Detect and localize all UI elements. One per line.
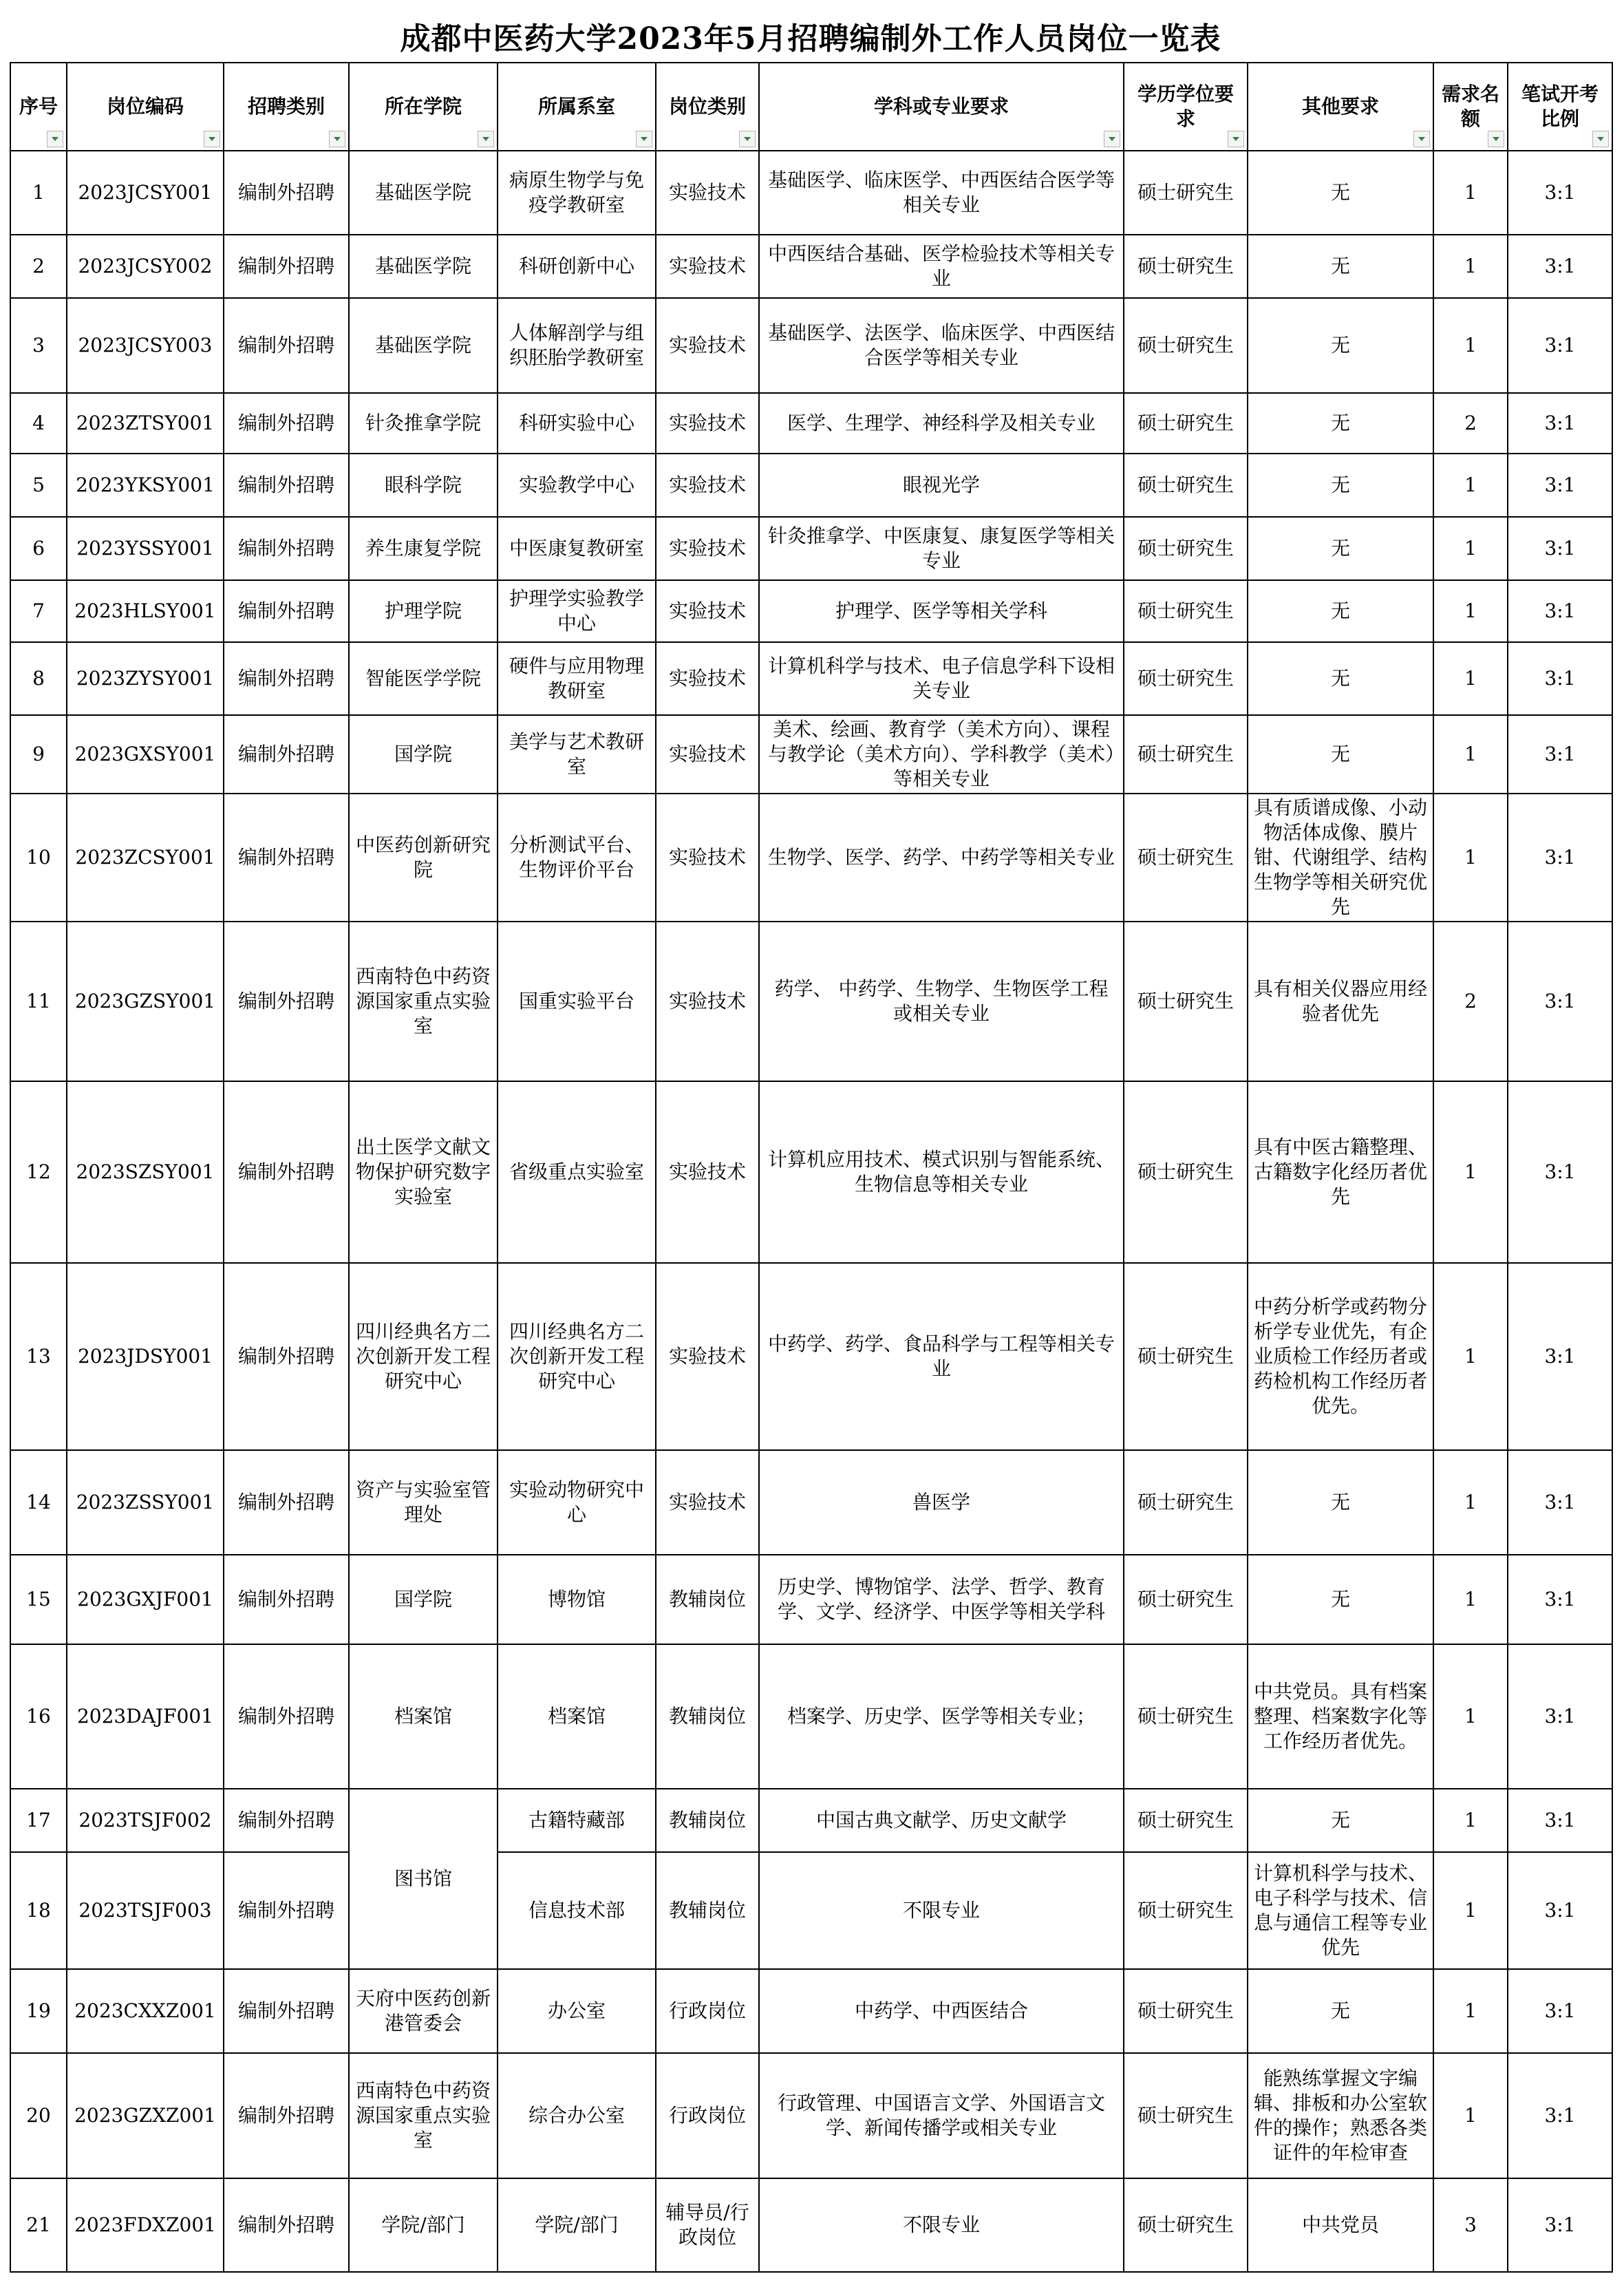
cell-ratio: 3:1	[1508, 1555, 1612, 1644]
cell-college: 眼科学院	[349, 454, 498, 517]
cell-dept: 病原生物学与免疫学教研室	[498, 151, 656, 235]
header-label: 其他要求	[1301, 95, 1379, 118]
cell-other: 中共党员	[1248, 2178, 1433, 2272]
cell-no: 12	[10, 1081, 67, 1263]
cell-category: 实验技术	[656, 1081, 759, 1263]
cell-college: 出土医学文献文物保护研究数字实验室	[349, 1081, 498, 1263]
header-label: 学科或专业要求	[873, 95, 1009, 118]
cell-category: 教辅岗位	[656, 1555, 759, 1644]
cell-code: 2023DAJF001	[67, 1644, 224, 1789]
header-degree	[1124, 63, 1248, 151]
cell-major: 历史学、博物馆学、法学、哲学、教育学、文学、经济学、中医学等相关学科	[759, 1555, 1124, 1644]
cell-type: 编制外招聘	[224, 922, 349, 1081]
cell-major: 行政管理、中国语言文学、外国语言文学、新闻传播学或相关专业	[759, 2053, 1124, 2178]
filter-dropdown-icon[interactable]	[739, 131, 756, 147]
cell-other: 无	[1248, 517, 1433, 580]
cell-dept: 分析测试平台、生物评价平台	[498, 794, 656, 922]
cell-ratio: 3:1	[1508, 1789, 1612, 1852]
cell-other: 具有相关仪器应用经验者优先	[1248, 922, 1433, 1081]
cell-ratio: 3:1	[1508, 922, 1612, 1081]
header-type	[224, 63, 349, 151]
cell-quota: 1	[1433, 1789, 1508, 1852]
table-row	[10, 454, 1612, 517]
cell-college: 国学院	[349, 715, 498, 794]
filter-dropdown-icon[interactable]	[204, 131, 220, 147]
table-row	[10, 151, 1612, 235]
filter-dropdown-icon[interactable]	[329, 131, 345, 147]
cell-dept: 学院/部门	[498, 2178, 656, 2272]
cell-dept: 信息技术部	[498, 1852, 656, 1969]
table-row	[10, 580, 1612, 642]
cell-other: 无	[1248, 580, 1433, 642]
cell-ratio: 3:1	[1508, 235, 1612, 298]
cell-ratio: 3:1	[1508, 454, 1612, 517]
cell-category: 实验技术	[656, 151, 759, 235]
table-row	[10, 1081, 1612, 1263]
cell-major: 兽医学	[759, 1450, 1124, 1555]
cell-major: 护理学、医学等相关学科	[759, 580, 1124, 642]
cell-other: 无	[1248, 235, 1433, 298]
cell-college: 智能医学学院	[349, 642, 498, 715]
cell-major: 档案学、历史学、医学等相关专业；	[759, 1644, 1124, 1789]
cell-type: 编制外招聘	[224, 298, 349, 393]
cell-quota: 1	[1433, 1969, 1508, 2053]
cell-quota: 2	[1433, 922, 1508, 1081]
cell-major: 计算机应用技术、模式识别与智能系统、生物信息等相关专业	[759, 1081, 1124, 1263]
cell-degree: 硕士研究生	[1124, 1969, 1248, 2053]
cell-code: 2023SZSY001	[67, 1081, 224, 1263]
cell-degree: 硕士研究生	[1124, 715, 1248, 794]
cell-type: 编制外招聘	[224, 2178, 349, 2272]
header-label: 所属系室	[537, 95, 615, 118]
table-row	[10, 2053, 1612, 2178]
cell-no: 17	[10, 1789, 67, 1852]
cell-category: 实验技术	[656, 235, 759, 298]
cell-type: 编制外招聘	[224, 1081, 349, 1263]
cell-ratio: 3:1	[1508, 580, 1612, 642]
cell-ratio: 3:1	[1508, 1081, 1612, 1263]
cell-code: 2023GZXZ001	[67, 2053, 224, 2178]
cell-no: 14	[10, 1450, 67, 1555]
cell-quota: 1	[1433, 2053, 1508, 2178]
cell-ratio: 3:1	[1508, 794, 1612, 922]
header-major	[759, 63, 1124, 151]
cell-major: 美术、绘画、教育学（美术方向）、课程与教学论（美术方向）、学科教学（美术）等相关专业	[759, 715, 1124, 794]
cell-no: 21	[10, 2178, 67, 2272]
cell-college: 学院/部门	[349, 2178, 498, 2272]
cell-dept: 科研实验中心	[498, 393, 656, 454]
cell-dept: 实验教学中心	[498, 454, 656, 517]
cell-type: 编制外招聘	[224, 1555, 349, 1644]
header-code	[67, 63, 224, 151]
cell-no: 6	[10, 517, 67, 580]
cell-dept: 综合办公室	[498, 2053, 656, 2178]
cell-type: 编制外招聘	[224, 151, 349, 235]
cell-degree: 硕士研究生	[1124, 642, 1248, 715]
cell-degree: 硕士研究生	[1124, 1789, 1248, 1852]
cell-college: 档案馆	[349, 1644, 498, 1789]
cell-dept: 档案馆	[498, 1644, 656, 1789]
cell-degree: 硕士研究生	[1124, 454, 1248, 517]
cell-degree: 硕士研究生	[1124, 1644, 1248, 1789]
cell-dept: 办公室	[498, 1969, 656, 2053]
cell-ratio: 3:1	[1508, 1969, 1612, 2053]
cell-category: 实验技术	[656, 642, 759, 715]
cell-code: 2023YKSY001	[67, 454, 224, 517]
cell-degree: 硕士研究生	[1124, 2178, 1248, 2272]
cell-no: 2	[10, 235, 67, 298]
table-row	[10, 715, 1612, 794]
cell-other: 中药分析学或药物分析学专业优先，有企业质检工作经历者或药检机构工作经历者优先。	[1248, 1263, 1433, 1450]
cell-quota: 1	[1433, 235, 1508, 298]
cell-college: 基础医学院	[349, 235, 498, 298]
table-title: 成都中医药大学2023年5月招聘编制外工作人员岗位一览表	[400, 21, 1221, 56]
header-label: 岗位编码	[106, 95, 184, 118]
filter-dropdown-icon[interactable]	[636, 131, 652, 147]
cell-college: 图书馆	[349, 1789, 498, 1969]
cell-degree: 硕士研究生	[1124, 517, 1248, 580]
cell-ratio: 3:1	[1508, 2053, 1612, 2178]
cell-major: 不限专业	[759, 1852, 1124, 1969]
cell-no: 5	[10, 454, 67, 517]
cell-ratio: 3:1	[1508, 1644, 1612, 1789]
cell-degree: 硕士研究生	[1124, 151, 1248, 235]
cell-quota: 1	[1433, 794, 1508, 922]
cell-no: 18	[10, 1852, 67, 1969]
cell-college: 中医药创新研究院	[349, 794, 498, 922]
cell-no: 10	[10, 794, 67, 922]
cell-category: 辅导员/行政岗位	[656, 2178, 759, 2272]
cell-ratio: 3:1	[1508, 1852, 1612, 1969]
cell-quota: 1	[1433, 454, 1508, 517]
cell-category: 实验技术	[656, 454, 759, 517]
header-quota	[1433, 63, 1508, 151]
cell-other: 无	[1248, 642, 1433, 715]
cell-type: 编制外招聘	[224, 715, 349, 794]
cell-ratio: 3:1	[1508, 298, 1612, 393]
cell-dept: 国重实验平台	[498, 922, 656, 1081]
cell-ratio: 3:1	[1508, 1263, 1612, 1450]
cell-degree: 硕士研究生	[1124, 235, 1248, 298]
cell-type: 编制外招聘	[224, 2053, 349, 2178]
header-label: 招聘类别	[247, 95, 325, 118]
filter-dropdown-icon[interactable]	[47, 131, 63, 147]
cell-type: 编制外招聘	[224, 517, 349, 580]
cell-quota: 3	[1433, 2178, 1508, 2272]
cell-other: 无	[1248, 1789, 1433, 1852]
cell-college: 基础医学院	[349, 151, 498, 235]
cell-category: 实验技术	[656, 580, 759, 642]
header-ratio	[1508, 63, 1612, 151]
cell-degree: 硕士研究生	[1124, 922, 1248, 1081]
cell-code: 2023GXJF001	[67, 1555, 224, 1644]
cell-no: 20	[10, 2053, 67, 2178]
header-label: 序号	[19, 95, 58, 118]
cell-quota: 1	[1433, 517, 1508, 580]
cell-category: 实验技术	[656, 794, 759, 922]
cell-college: 国学院	[349, 1555, 498, 1644]
cell-dept: 人体解剖学与组织胚胎学教研室	[498, 298, 656, 393]
cell-category: 教辅岗位	[656, 1852, 759, 1969]
table-row	[10, 642, 1612, 715]
cell-other: 无	[1248, 1555, 1433, 1644]
cell-code: 2023JDSY001	[67, 1263, 224, 1450]
cell-major: 中西医结合基础、医学检验技术等相关专业	[759, 235, 1124, 298]
cell-degree: 硕士研究生	[1124, 1555, 1248, 1644]
cell-category: 实验技术	[656, 393, 759, 454]
cell-code: 2023FDXZ001	[67, 2178, 224, 2272]
cell-ratio: 3:1	[1508, 517, 1612, 580]
cell-category: 行政岗位	[656, 2053, 759, 2178]
header-label: 学历学位要求	[1137, 83, 1234, 130]
cell-code: 2023YSSY001	[67, 517, 224, 580]
cell-type: 编制外招聘	[224, 642, 349, 715]
cell-dept: 硬件与应用物理教研室	[498, 642, 656, 715]
cell-major: 眼视光学	[759, 454, 1124, 517]
cell-type: 编制外招聘	[224, 1263, 349, 1450]
header-label: 笔试开考比例	[1521, 83, 1599, 130]
cell-dept: 护理学实验教学中心	[498, 580, 656, 642]
cell-major: 医学、生理学、神经科学及相关专业	[759, 393, 1124, 454]
cell-college: 西南特色中药资源国家重点实验室	[349, 2053, 498, 2178]
cell-code: 2023ZSSY001	[67, 1450, 224, 1555]
cell-major: 生物学、医学、药学、中药学等相关专业	[759, 794, 1124, 922]
cell-quota: 1	[1433, 298, 1508, 393]
header-label: 岗位类别	[668, 95, 746, 118]
cell-other: 中共党员。具有档案整理、档案数字化等工作经历者优先。	[1248, 1644, 1433, 1789]
cell-college: 针灸推拿学院	[349, 393, 498, 454]
cell-type: 编制外招聘	[224, 1644, 349, 1789]
cell-quota: 1	[1433, 151, 1508, 235]
cell-type: 编制外招聘	[224, 1852, 349, 1969]
cell-no: 4	[10, 393, 67, 454]
filter-dropdown-icon[interactable]	[1592, 131, 1609, 147]
cell-quota: 1	[1433, 1852, 1508, 1969]
cell-college: 基础医学院	[349, 298, 498, 393]
filter-dropdown-icon[interactable]	[1413, 131, 1430, 147]
cell-degree: 硕士研究生	[1124, 794, 1248, 922]
cell-code: 2023JCSY001	[67, 151, 224, 235]
cell-code: 2023GZSY001	[67, 922, 224, 1081]
table-row	[10, 1969, 1612, 2053]
cell-dept: 博物馆	[498, 1555, 656, 1644]
cell-no: 13	[10, 1263, 67, 1450]
cell-other: 无	[1248, 715, 1433, 794]
cell-dept: 科研创新中心	[498, 235, 656, 298]
cell-ratio: 3:1	[1508, 2178, 1612, 2272]
cell-type: 编制外招聘	[224, 794, 349, 922]
cell-category: 教辅岗位	[656, 1789, 759, 1852]
cell-quota: 1	[1433, 642, 1508, 715]
filter-dropdown-icon[interactable]	[478, 131, 494, 147]
cell-college: 天府中医药创新港管委会	[349, 1969, 498, 2053]
header-row	[10, 63, 1612, 151]
cell-code: 2023ZYSY001	[67, 642, 224, 715]
cell-other: 无	[1248, 1969, 1433, 2053]
cell-category: 实验技术	[656, 298, 759, 393]
header-label: 所在学院	[384, 95, 462, 118]
cell-category: 实验技术	[656, 715, 759, 794]
table-row	[10, 517, 1612, 580]
cell-ratio: 3:1	[1508, 715, 1612, 794]
cell-no: 16	[10, 1644, 67, 1789]
cell-major: 针灸推拿学、中医康复、康复医学等相关专业	[759, 517, 1124, 580]
cell-no: 11	[10, 922, 67, 1081]
cell-ratio: 3:1	[1508, 393, 1612, 454]
header-dept	[498, 63, 656, 151]
table-row	[10, 393, 1612, 454]
cell-other: 无	[1248, 151, 1433, 235]
cell-degree: 硕士研究生	[1124, 298, 1248, 393]
cell-category: 实验技术	[656, 922, 759, 1081]
table-row	[10, 2178, 1612, 2272]
cell-major: 中药学、药学、食品科学与工程等相关专业	[759, 1263, 1124, 1450]
cell-no: 9	[10, 715, 67, 794]
cell-quota: 1	[1433, 1555, 1508, 1644]
cell-category: 教辅岗位	[656, 1644, 759, 1789]
cell-major: 基础医学、临床医学、中西医结合医学等相关专业	[759, 151, 1124, 235]
cell-other: 具有中医古籍整理、古籍数字化经历者优先	[1248, 1081, 1433, 1263]
table-row	[10, 1852, 1612, 1969]
cell-other: 具有质谱成像、小动物活体成像、膜片钳、代谢组学、结构生物学等相关研究优先	[1248, 794, 1433, 922]
cell-no: 1	[10, 151, 67, 235]
cell-no: 3	[10, 298, 67, 393]
cell-dept: 中医康复教研室	[498, 517, 656, 580]
cell-code: 2023JCSY003	[67, 298, 224, 393]
cell-no: 19	[10, 1969, 67, 2053]
table-row	[10, 794, 1612, 922]
cell-type: 编制外招聘	[224, 1969, 349, 2053]
cell-quota: 2	[1433, 393, 1508, 454]
cell-degree: 硕士研究生	[1124, 1081, 1248, 1263]
table-row	[10, 1555, 1612, 1644]
cell-major: 基础医学、法医学、临床医学、中西医结合医学等相关专业	[759, 298, 1124, 393]
cell-degree: 硕士研究生	[1124, 1450, 1248, 1555]
table-row	[10, 1644, 1612, 1789]
cell-college: 资产与实验室管理处	[349, 1450, 498, 1555]
table-row	[10, 922, 1612, 1081]
cell-quota: 1	[1433, 1644, 1508, 1789]
table-row	[10, 235, 1612, 298]
cell-college: 护理学院	[349, 580, 498, 642]
cell-quota: 1	[1433, 1263, 1508, 1450]
cell-dept: 实验动物研究中心	[498, 1450, 656, 1555]
cell-dept: 四川经典名方二次创新开发工程研究中心	[498, 1263, 656, 1450]
cell-other: 无	[1248, 393, 1433, 454]
cell-dept: 省级重点实验室	[498, 1081, 656, 1263]
cell-type: 编制外招聘	[224, 1789, 349, 1852]
cell-degree: 硕士研究生	[1124, 393, 1248, 454]
cell-type: 编制外招聘	[224, 454, 349, 517]
cell-other: 计算机科学与技术、电子科学与技术、信息与通信工程等专业优先	[1248, 1852, 1433, 1969]
cell-no: 7	[10, 580, 67, 642]
cell-degree: 硕士研究生	[1124, 1852, 1248, 1969]
table-row	[10, 1450, 1612, 1555]
cell-degree: 硕士研究生	[1124, 580, 1248, 642]
cell-type: 编制外招聘	[224, 1450, 349, 1555]
cell-ratio: 3:1	[1508, 1450, 1612, 1555]
cell-ratio: 3:1	[1508, 151, 1612, 235]
cell-category: 实验技术	[656, 1450, 759, 1555]
cell-no: 15	[10, 1555, 67, 1644]
cell-major: 药学、 中药学、生物学、生物医学工程或相关专业	[759, 922, 1124, 1081]
cell-major: 计算机科学与技术、电子信息学科下设相关专业	[759, 642, 1124, 715]
cell-code: 2023ZCSY001	[67, 794, 224, 922]
cell-code: 2023JCSY002	[67, 235, 224, 298]
cell-major: 中药学、中西医结合	[759, 1969, 1124, 2053]
filter-dropdown-icon[interactable]	[1488, 131, 1504, 147]
cell-quota: 1	[1433, 580, 1508, 642]
filter-dropdown-icon[interactable]	[1104, 131, 1120, 147]
header-label: 需求名额	[1441, 83, 1499, 130]
header-other	[1248, 63, 1433, 151]
cell-ratio: 3:1	[1508, 642, 1612, 715]
cell-category: 实验技术	[656, 517, 759, 580]
header-category	[656, 63, 759, 151]
cell-other: 无	[1248, 298, 1433, 393]
job-table	[10, 62, 1613, 2273]
cell-category: 实验技术	[656, 1263, 759, 1450]
cell-degree: 硕士研究生	[1124, 2053, 1248, 2178]
cell-quota: 1	[1433, 1081, 1508, 1263]
filter-dropdown-icon[interactable]	[1228, 131, 1244, 147]
cell-other: 无	[1248, 454, 1433, 517]
cell-type: 编制外招聘	[224, 580, 349, 642]
cell-college: 西南特色中药资源国家重点实验室	[349, 922, 498, 1081]
cell-type: 编制外招聘	[224, 393, 349, 454]
header-no	[10, 63, 67, 151]
cell-code: 2023GXSY001	[67, 715, 224, 794]
cell-code: 2023HLSY001	[67, 580, 224, 642]
table-row	[10, 298, 1612, 393]
cell-dept: 古籍特藏部	[498, 1789, 656, 1852]
cell-quota: 1	[1433, 715, 1508, 794]
cell-major: 不限专业	[759, 2178, 1124, 2272]
cell-college: 四川经典名方二次创新开发工程研究中心	[349, 1263, 498, 1450]
table-row	[10, 1263, 1612, 1450]
cell-major: 中国古典文献学、历史文献学	[759, 1789, 1124, 1852]
header-college	[349, 63, 498, 151]
cell-college: 养生康复学院	[349, 517, 498, 580]
cell-type: 编制外招聘	[224, 235, 349, 298]
cell-dept: 美学与艺术教研室	[498, 715, 656, 794]
table-row	[10, 1789, 1612, 1852]
cell-category: 行政岗位	[656, 1969, 759, 2053]
cell-code: 2023CXXZ001	[67, 1969, 224, 2053]
cell-code: 2023ZTSY001	[67, 393, 224, 454]
cell-no: 8	[10, 642, 67, 715]
cell-degree: 硕士研究生	[1124, 1263, 1248, 1450]
cell-quota: 1	[1433, 1450, 1508, 1555]
cell-code: 2023TSJF003	[67, 1852, 224, 1969]
cell-other: 能熟练掌握文字编辑、排板和办公室软件的操作；熟悉各类证件的年检审查	[1248, 2053, 1433, 2178]
cell-other: 无	[1248, 1450, 1433, 1555]
cell-code: 2023TSJF002	[67, 1789, 224, 1852]
